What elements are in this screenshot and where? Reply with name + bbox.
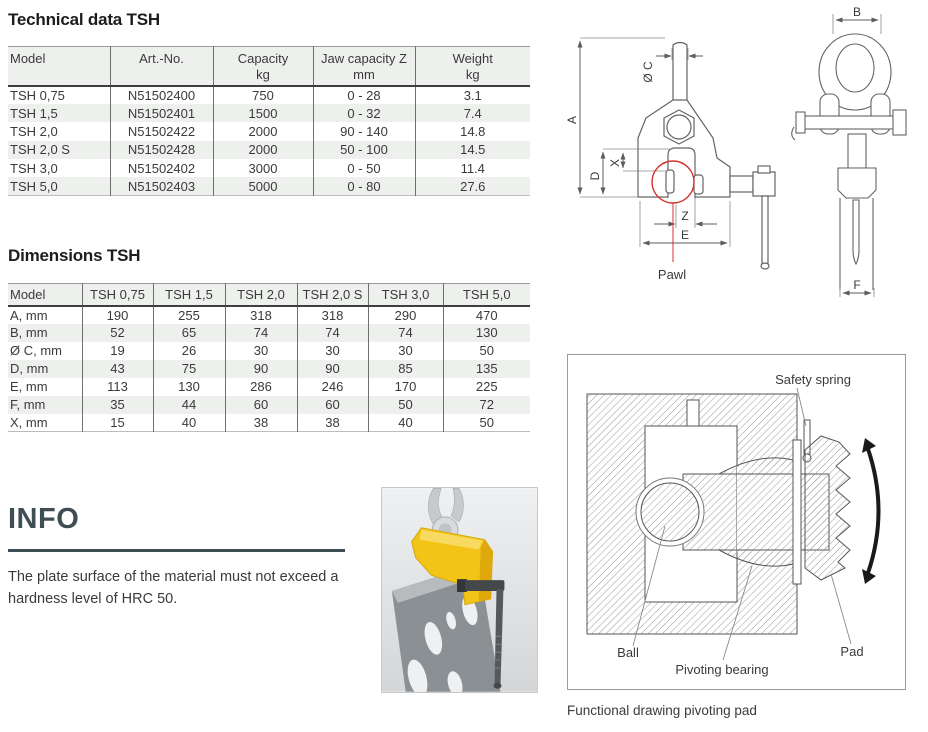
cell-value: 113 (82, 378, 153, 396)
technical-data-title: Technical data TSH (8, 10, 160, 29)
cell-jaw: 0 - 28 (313, 86, 415, 104)
cell-value: 74 (368, 324, 443, 342)
table-header-row (8, 284, 530, 306)
cell-artno: N51502402 (110, 159, 213, 177)
dim-label-x: X (608, 158, 622, 168)
table-row (8, 141, 530, 159)
cell-capacity: 2000 (213, 141, 313, 159)
cell-value: 255 (153, 306, 225, 324)
cell-capacity: 3000 (213, 159, 313, 177)
cell-dim-label: F, mm (10, 397, 46, 412)
cell-model: TSH 3,0 (10, 160, 58, 176)
cell-capacity: 5000 (213, 177, 313, 195)
cell-artno: N51502400 (110, 86, 213, 104)
cell-value: 52 (82, 324, 153, 342)
cell-model: TSH 0,75 (10, 87, 65, 103)
table-row (8, 378, 530, 396)
clamp-side-view (638, 42, 775, 269)
cell-value: 38 (225, 414, 297, 432)
table-row (8, 360, 530, 378)
dim-label-e: E (680, 228, 690, 242)
technical-data-table (8, 46, 530, 196)
cell-dim-label: X, mm (10, 414, 48, 430)
cell-value: 40 (153, 414, 225, 432)
cell-value: 130 (153, 378, 225, 396)
cell-dim-label: E, mm (10, 379, 48, 394)
cell-model: TSH 1,5 (10, 105, 58, 121)
cell-value: 26 (153, 342, 225, 360)
cell-value: 60 (225, 396, 297, 414)
cell-capacity: 1500 (213, 104, 313, 122)
cell-value: 43 (82, 360, 153, 378)
cell-value: 65 (153, 324, 225, 342)
cell-weight: 14.5 (415, 141, 530, 159)
cell-dim-label: Ø C, mm (10, 343, 62, 358)
cell-jaw: 0 - 80 (313, 177, 415, 195)
cell-jaw: 0 - 50 (313, 159, 415, 177)
table-row (8, 324, 530, 342)
ball-shape (641, 483, 699, 541)
cell-value: 15 (82, 414, 153, 432)
cell-value: 225 (443, 378, 530, 396)
col-header-tsh30: TSH 3,0 (368, 284, 443, 306)
cell-value: 170 (368, 378, 443, 396)
dimensions-table (8, 283, 530, 432)
info-text: The plate surface of the material must not exceed a hardness level of HRC 50. (8, 569, 339, 607)
col-header-capacity: Capacity kg (213, 47, 313, 86)
col-header-artno: Art.-No. (110, 47, 213, 86)
cell-weight: 3.1 (415, 86, 530, 104)
dim-label-z: Z (681, 209, 689, 223)
cell-value: 35 (82, 396, 153, 414)
col-header-model: Model (10, 51, 46, 66)
table-row (8, 414, 530, 432)
cell-value: 40 (368, 414, 443, 432)
table-row (8, 122, 530, 140)
dimension-drawing (565, 5, 928, 305)
ball-label: Ball (617, 645, 639, 660)
cell-value: 190 (82, 306, 153, 324)
cell-value: 50 (443, 342, 530, 360)
cell-value: 30 (297, 342, 368, 360)
dim-label-d: D (588, 171, 602, 181)
cell-capacity: 750 (213, 86, 313, 104)
table-row (8, 396, 530, 414)
cell-artno: N51502428 (110, 141, 213, 159)
cell-value: 75 (153, 360, 225, 378)
table-row (8, 104, 530, 122)
cell-value: 74 (297, 324, 368, 342)
pivoting-bearing-label: Pivoting bearing (675, 662, 769, 677)
cell-value: 60 (297, 396, 368, 414)
retaining-plate (793, 440, 801, 584)
cell-jaw: 50 - 100 (313, 141, 415, 159)
cell-value: 135 (443, 360, 530, 378)
dimensions-title: Dimensions TSH (8, 246, 141, 265)
cell-value: 90 (297, 360, 368, 378)
pad-label: Pad (840, 644, 864, 659)
functional-drawing-caption: Functional drawing pivoting pad (567, 703, 757, 718)
cell-value: 85 (368, 360, 443, 378)
col-header-tsh20: TSH 2,0 (225, 284, 297, 306)
table-row (8, 306, 530, 324)
col-header-tsh15: TSH 1,5 (153, 284, 225, 306)
table-row (8, 342, 530, 360)
cell-artno: N51502401 (110, 104, 213, 122)
dim-label-a: A (565, 115, 579, 125)
cell-model: TSH 2,0 S (10, 142, 70, 158)
table-row (8, 159, 530, 177)
col-header-jaw-capacity: Jaw capacity Z mm (313, 47, 415, 86)
info-title: INFO (8, 503, 80, 535)
cell-value: 72 (443, 396, 530, 414)
cell-dim-label: B, mm (10, 325, 48, 340)
cell-value: 90 (225, 360, 297, 378)
cell-capacity: 2000 (213, 122, 313, 140)
cell-weight: 27.6 (415, 177, 530, 195)
cell-value: 30 (225, 342, 297, 360)
dim-label-f: F (853, 278, 861, 292)
col-header-tsh20s: TSH 2,0 S (297, 284, 368, 306)
col-header-model: Model (10, 286, 46, 302)
table-row (8, 86, 530, 104)
cell-value: 246 (297, 378, 368, 396)
col-header-weight: Weight kg (415, 47, 530, 86)
dim-label-b: B (852, 5, 862, 19)
col-header-tsh075: TSH 0,75 (82, 284, 153, 306)
safety-spring-label: Safety spring (775, 372, 851, 387)
shackle-front-view (792, 34, 906, 290)
cell-dim-label: D, mm (10, 361, 49, 376)
table-header-row (8, 47, 530, 86)
cell-dim-label: A, mm (10, 307, 48, 323)
cell-value: 286 (225, 378, 297, 396)
info-divider (8, 549, 345, 552)
cell-value: 30 (368, 342, 443, 360)
cell-value: 50 (443, 414, 530, 432)
dim-label-c: Ø C (641, 61, 655, 83)
cell-jaw: 90 - 140 (313, 122, 415, 140)
cell-value: 130 (443, 324, 530, 342)
cell-model: TSH 2,0 (10, 123, 58, 139)
cell-value: 44 (153, 396, 225, 414)
cell-value: 50 (368, 396, 443, 414)
pawl-label: Pawl (657, 267, 687, 282)
product-photo (381, 487, 538, 693)
cell-value: 19 (82, 342, 153, 360)
cell-value: 470 (443, 306, 530, 324)
cell-weight: 11.4 (415, 159, 530, 177)
cell-value: 318 (297, 306, 368, 324)
cell-value: 74 (225, 324, 297, 342)
cell-weight: 14.8 (415, 122, 530, 140)
cell-artno: N51502422 (110, 122, 213, 140)
table-row (8, 177, 530, 195)
cell-value: 38 (297, 414, 368, 432)
cell-jaw: 0 - 32 (313, 104, 415, 122)
cell-weight: 7.4 (415, 104, 530, 122)
retainer-slot (687, 400, 699, 426)
cell-model: TSH 5,0 (10, 178, 58, 194)
cell-artno: N51502403 (110, 177, 213, 195)
col-header-tsh50: TSH 5,0 (443, 284, 530, 306)
functional-drawing (567, 354, 906, 690)
cell-value: 318 (225, 306, 297, 324)
cell-value: 290 (368, 306, 443, 324)
